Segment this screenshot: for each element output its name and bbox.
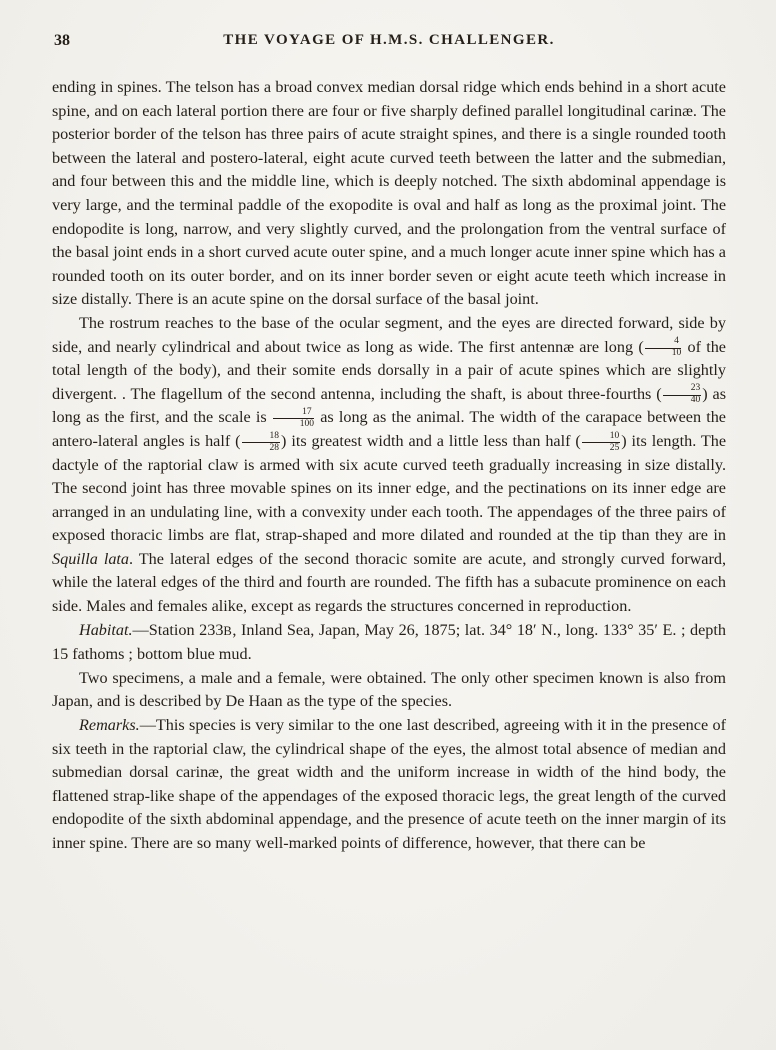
text-run: —Station 233 [132, 620, 224, 639]
paragraph [52, 667, 726, 714]
inline-fraction: $\frac{10}{25}$ [582, 432, 621, 454]
text-run: The rostrum reaches to the base of the ocular segment, and the eyes are directed forward, side by side, and nearly cylindrical and about twice as long as wide. The first antennæ are long ( [52, 313, 726, 356]
inline-fraction: $\frac{4}{10}$ [645, 337, 682, 359]
text-run: ending in spines. The telson has a broad convex median dorsal ridge which ends behind in a short acute spine, and on each lateral portion there are four or five sharply defined parallel longitudinal carinæ. The posterior border of the telson has three pairs of acute straight spines, and there is a single rounded tooth between the lateral and postero-lateral, eight acute curved teeth between the latter and the submedian, and four between this and the middle line, which is deeply notched. The sixth abdominal appendage is very large, and the terminal paddle of the exopodite is oval and half as long as the proximal joint. The endopodite is long, narrow, and very slightly curved, and the prolongation from the ventral surface of the basal joint ends in a short curved acute outer spine, and a much longer acute inner spine which has a rounded tooth on its outer border, and on its inner border seven or eight acute teeth which increase in size distally. There is an acute spine on the dorsal surface of the basal joint. [52, 78, 726, 309]
text-run: ) its greatest width and a little less than half ( [281, 431, 581, 450]
text-run: Two specimens, a male and a female, were obtained. The only other specimen known is also from Japan, and is described by De Haan as the type of the species. [52, 668, 726, 711]
text-run: . The lateral edges of the second thoracic somite are acute, and strongly curved forward, while the lateral edges of the third and fourth are rounded. The fifth has a subacute prominence on each side. Males and females alike, except as regards the structures concerned in reproduction. [52, 549, 726, 616]
page-number: 38 [54, 32, 70, 49]
text-run: Squilla lata [52, 549, 130, 568]
text-run: , Inland Sea, Japan, May 26, 1875; lat. 34° 18′ N., long. 133° 35′ E. ; depth 15 fathoms ; bottom blue mud. [52, 620, 726, 664]
text-run: Remarks. [79, 716, 140, 735]
text-run: ) as long as the first, and the scale is [52, 384, 726, 427]
paragraph [52, 619, 726, 667]
inline-fraction: $\frac{23}{40}$ [663, 384, 702, 406]
text-run: Habitat. [79, 620, 133, 639]
paragraph [52, 312, 726, 619]
paragraph [52, 76, 726, 312]
text-run: ) its length. The dactyle of the raptorial claw is armed with six acute curved teeth gradually increasing in size distally. The second joint has three movable spines on its inner edge, and the pectinations on its inner edge are arranged in an undulating line, with a convexity under each tooth. The appendages of the three pairs of exposed thoracic limbs are flat, strap-shaped and more dilated and rounded at the tip than they are in [52, 431, 726, 545]
text-run: B [223, 623, 233, 638]
paragraph [52, 714, 726, 856]
page-header [52, 32, 726, 49]
text-run: —This species is very similar to the one last described, agreeing with it in the presence of six teeth in the raptorial claw, the cylindrical shape of the eyes, the almost total absence of median and submedian dorsal carinæ, the great width and the uniform increase in width of the hind body, the flattened strap-like shape of the appendages of the exposed thoracic legs, the great length of the curved endopodite of the sixth abdominal appendage, and the presence of acute teeth on the inner margin of its inner spine. There are so many well-marked points of difference, however, that there can be [52, 716, 726, 852]
running-title: THE VOYAGE OF H.M.S. CHALLENGER. [223, 32, 555, 48]
inline-fraction: $\frac{18}{28}$ [242, 432, 281, 454]
text-run: as long as the animal. The width of the carapace between the antero-lateral angles is half ( [52, 408, 726, 450]
text-run: of the total length of the body), and their somite ends dorsally in a pair of acute spines which are slightly divergent. . The flagellum of the second antenna, including the shaft, is about three-fourths ( [52, 337, 726, 403]
inline-fraction: $\frac{17}{100}$ [273, 408, 314, 430]
page-body [52, 76, 726, 856]
